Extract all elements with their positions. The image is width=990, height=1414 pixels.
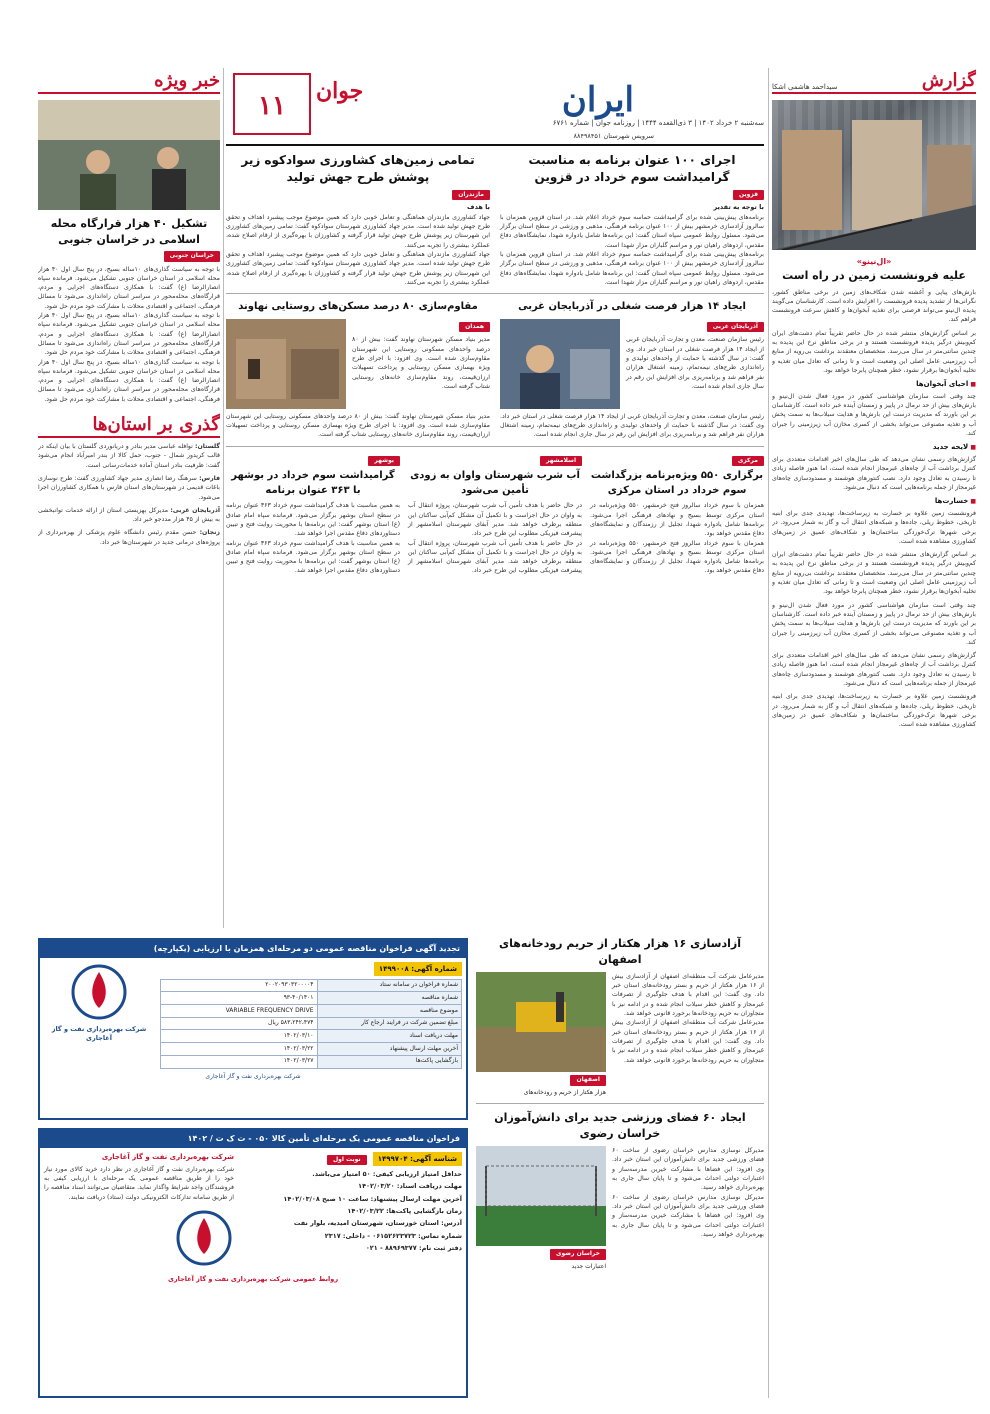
story-mazandaran-body-cont: جهاد کشاورزی مازندران هماهنگی و تعامل خوبی دارد که همین موضوع موجب پیشبرد اهداف و تحقق طرح جهش تولید شده است. مدیر جهاد کشاورزی شهرستان سوادکوه گفت: تمامی زمین‌های کشاورزی این شهرستان زیر پوشش طرح جهش تولید قرار گرفته و کشاورزان با بهره‌گیری از ارقام اصلاح شده، عملکرد بیشتری را تجربه می‌کنند. [226, 251, 490, 286]
story-mazandaran-headline: تمامی زمین‌های کشاورزی سوادکوه زیر پوشش طرح جهش تولید [241, 153, 475, 185]
left-column [38, 68, 220, 928]
story-west-azarbaijan-headline: ایجاد ۱۴ هزار فرصت شغلی در آذربایجان غربی [518, 301, 746, 313]
story-bushehr-tag: بوشهر [368, 456, 400, 467]
special-news-header [38, 68, 220, 94]
iran-logo: ایران [561, 80, 634, 120]
province-brief-title: آذربایجان غربی: [170, 506, 220, 514]
tender-table-row [161, 979, 462, 992]
tender-table-value: ۲۰۰۲۰۹۳۰۳۲۰۰۰۰۴ [161, 979, 318, 992]
tender-table-value: ۹۳-۴۰/۱۴۰۱ [161, 992, 318, 1005]
javan-logo-icon [232, 70, 312, 140]
report-body-1: بر اساس گزارش‌های منتشر شده در حال حاضر تقریباً تمام دشت‌های ایران کم‌وبیش درگیر پدیده فرونشست هستند و در برخی مناطق نرخ این پدیده به چندین سانتی‌متر در سال می‌رسد. متخصصان معتقدند برداشت بی‌رویه از منابع آب زیرزمینی عامل اصلی این وضعیت است و تا زمانی که تعادل میان تغذیه و تخلیه آبخوان‌ها برقرار نشود، خطر همچنان پابرجا خواهد بود. [772, 329, 976, 374]
story-eslamshahr-body-cont: در حال حاضر با هدف تأمین آب شرب شهرستان، پروژه انتقال آب به واوان در حال اجراست و با تکمیل آن مشکل کم‌آبی ساکنان این منطقه برطرف خواهد شد. مدیر آبفای شهرستان اسلامشهر از پیشرفت فیزیکی مطلوب این طرح خبر داد. [408, 539, 582, 575]
report-body-2: چند وقتی است سازمان هواشناسی کشور در مورد فعال شدن ال‌نینو و بارش‌های بیش از حد نرمال در پاییز و زمستان آینده خبر داده است. کارشناسان بر این باورند که مدیریت درست این بارش‌ها و هدایت سیلاب‌ها به سمت پخش آب و تغذیه مصنوعی می‌تواند بخشی از کسری مخازن آب زیرزمینی را جبران کند. [772, 392, 976, 438]
story-khorasan-razavi [476, 1110, 764, 1271]
story-qazvin-tag: قزوین [733, 190, 764, 201]
province-brief-title: زنجان: [199, 529, 220, 537]
tender-ad-1-org: شرکت بهره‌برداری نفت و گاز آغاجاری [51, 1025, 147, 1043]
special-news-photo [38, 100, 220, 210]
province-brief [38, 442, 220, 470]
story-markazi-body-cont: همزمان با سوم خرداد سالروز فتح خرمشهر، ۵۵۰ ویژه‌برنامه در استان مرکزی توسط بسیج و نهادهای فرهنگی اجرا می‌شود. برنامه‌ها شامل یادواره شهدا، تجلیل از رزمندگان و نمایشگاه‌های دفاع مقدس خواهد بود. [590, 539, 764, 575]
report-subhead-2: ■ لایحه جدید [772, 442, 976, 453]
story-eslamshahr-tag: اسلامشهر [540, 456, 582, 467]
story-khorasan-razavi-body: مدیرکل نوسازی مدارس خراسان رضوی از ساخت ۶۰ فضای ورزشی جدید برای دانش‌آموزان این استان خبر داد. وی افزود: این فضاها با مشارکت خیرین مدرسه‌ساز و اعتبارات دولتی احداث می‌شود و تا پایان سال جاری به بهره‌برداری خواهد رسید. [612, 1147, 764, 1192]
story-mazandaran-tag: مازندران [452, 190, 490, 201]
tender-table-key: موضوع مناقصه [317, 1005, 461, 1018]
tender-ad-2-line: دفتر ثبت نام: ۸۸۹۶۹۳۷۷ - ۰۲۱ [365, 1244, 462, 1253]
story-nahavand-body: مدیر بنیاد مسکن شهرستان نهاوند گفت: بیش از ۸۰ درصد واحدهای مسکونی روستایی این شهرستان مقاوم‌سازی شده است. وی افزود: با اجرای طرح ویژه بهسازی مسکن روستایی و پرداخت تسهیلات ارزان‌قیمت، روند مقاوم‌سازی خانه‌های روستایی شتاب گرفته است. [352, 336, 490, 390]
tender-table-key: شماره فراخوان در سامانه ستاد [317, 979, 461, 992]
tender-table-row [161, 1005, 462, 1018]
report-body-4: فرونشست زمین علاوه بر خسارت به زیرساخت‌ها، تهدیدی جدی برای ابنیه تاریخی، خطوط ریلی، جاده‌ها و شبکه‌های انتقال آب و گاز به شمار می‌رود. در برخی شهرها ترک‌خوردگی ساختمان‌ها و شکاف‌های عمیق در زمین‌های کشاورزی مشاهده شده است. [772, 509, 976, 545]
report-body-2-cont: چند وقتی است سازمان هواشناسی کشور در مورد فعال شدن ال‌نینو و بارش‌های بیش از حد نرمال در پاییز و زمستان آینده خبر داده است. کارشناسان بر این باورند که مدیریت درست این بارش‌ها و هدایت سیلاب‌ها به سمت پخش آب و تغذیه مصنوعی می‌تواند بخشی از کسری مخازن آب زیرزمینی را جبران کند. [772, 601, 976, 646]
report-lead: بارش‌های پیاپی و آغشته شدن شکاف‌های زمین در برخی مناطق کشور، نگرانی‌ها از تشدید پدیده فرونشست را افزایش داده است. کارشناسان می‌گویند پدیده ال‌نینو می‌تواند فرصتی برای تغذیه آبخوان‌ها و کاهش سرعت فرونشست فراهم کند. [772, 288, 976, 324]
story-bushehr-headline: گرامیداشت سوم خرداد در بوشهر با ۳۶۳ عنوان برنامه [231, 470, 395, 496]
special-news-body-cont-2: با توجه به سیاست گذاری‌های ۱۰ساله بسیج، در پنج سال اول ۴۰ هزار محله اسلامی در استان خراسان جنوبی تشکیل می‌شود. فرمانده سپاه انصارالرضا (ع) گفت: با همکاری دستگاه‌های اجرایی و مردم، قرارگاه‌های محله‌محور در سراسر استان راه‌اندازی می‌شود تا مسائل فرهنگی، اجتماعی و اقتصادی محلات با مشارکت خود مردم حل شود. [38, 358, 220, 403]
story-markazi-body: همزمان با سوم خرداد سالروز فتح خرمشهر، ۵۵۰ ویژه‌برنامه در استان مرکزی توسط بسیج و نهادهای فرهنگی اجرا می‌شود. برنامه‌ها شامل یادواره شهدا، تجلیل از رزمندگان و نمایشگاه‌های دفاع مقدس خواهد بود. [590, 502, 764, 538]
story-isfahan-caption: هزار هکتار از حریم و رودخانه‌های [523, 1088, 606, 1096]
story-bushehr [226, 453, 400, 576]
tender-ad-2-round: نوبت اول [327, 1155, 367, 1166]
story-nahavand-headline: مقاوم‌سازی ۸۰ درصد مسکن‌های روستایی نهاوند [238, 301, 478, 313]
tender-table-row [161, 1055, 462, 1068]
svg-text:۱۱: ۱۱ [258, 91, 286, 121]
story-nahavand-body-cont: مدیر بنیاد مسکن شهرستان نهاوند گفت: بیش از ۸۰ درصد واحدهای مسکونی روستایی این شهرستان مقاوم‌سازی شده است. وی افزود: با اجرای طرح ویژه بهسازی مسکن روستایی و پرداخت تسهیلات ارزان‌قیمت، روند مقاوم‌سازی خانه‌های روستایی شتاب گرفته است. [226, 412, 490, 439]
story-qazvin-headline: اجرای ۱۰۰ عنوان برنامه به مناسبت گرامیداشت سوم خرداد در قزوین [528, 153, 736, 185]
story-eslamshahr-body: در حال حاضر با هدف تأمین آب شرب شهرستان، پروژه انتقال آب به واوان در حال اجراست و با تکمیل آن مشکل کم‌آبی ساکنان این منطقه برطرف خواهد شد. مدیر آبفای شهرستان اسلامشهر از پیشرفت فیزیکی مطلوب این طرح خبر داد. [408, 502, 582, 538]
report-subhead-3: ■ خسارت‌ها [772, 496, 976, 507]
story-markazi [590, 453, 764, 576]
tender-table-key: آخرین مهلت ارسال پیشنهاد [317, 1043, 461, 1056]
oil-company-logo-icon [69, 962, 129, 1022]
report-body-3: گزارش‌های رسمی نشان می‌دهد که طی سال‌های اخیر اقدامات متعددی برای کنترل برداشت آب از چاه‌های غیرمجاز انجام شده است، اما هنوز فاصله زیادی تا رسیدن به تعادل وجود دارد. نصب کنتورهای هوشمند و مسدودسازی چاه‌های غیرمجاز از جمله برنامه‌هایی است که دنبال می‌شود. [772, 456, 976, 491]
provinces-briefs [38, 442, 220, 547]
story-markazi-headline: برگزاری ۵۵۰ ویژه‌برنامه بزرگداشت سوم خرداد در استان مرکزی [590, 470, 764, 496]
tender-table-row [161, 1043, 462, 1056]
tender-table-row [161, 992, 462, 1005]
story-isfahan-headline: آزادسازی ۱۶ هزار هکتار از حریم رودخانه‌های اصفهان [499, 937, 741, 966]
provinces-header [38, 412, 220, 438]
tender-table-row [161, 1017, 462, 1030]
story-mazandaran-byline: با هدف [467, 203, 490, 212]
special-news-title: خبر ویژه [154, 70, 220, 91]
tender-ad-1-table [160, 979, 462, 1069]
tender-ad-1-title: تجدید آگهی فراخوان مناقصه عمومی دو مرحله‌ای همزمان با ارزیابی (یکپارچه) [40, 940, 466, 958]
province-brief-text: مدیرکل بهزیستی استان از ارائه خدمات توانبخشی به بیش از ۴۵ هزار مددجو خبر داد. [38, 506, 220, 524]
report-section-title: گزارش [921, 70, 976, 91]
tender-table-key: بازگشایی پاکت‌ها [317, 1055, 461, 1068]
province-brief [38, 528, 220, 547]
tender-table-value: VARIABLE FREQUENCY DRIVE [161, 1005, 318, 1018]
province-brief-text: سرهنگ رضا انصاری مدیر جهاد کشاورزی گفت: طرح نوسازی باغات قدیمی در شهرستان‌های استان فارس با همکاری کشاورزان اجرا می‌شود. [38, 474, 220, 501]
province-brief-text: حسن مقدم رئیس دانشگاه علوم پزشکی از بهره‌برداری از پروژه‌های درمانی جدید در شهرستان‌ها خبر داد. [38, 529, 220, 546]
story-nahavand-tag: همدان [459, 322, 490, 333]
story-west-azarbaijan-tag: آذربایجان غربی [707, 322, 764, 333]
story-eslamshahr-headline: آب شرب شهرستان واوان به زودی تأمین می‌شود [410, 470, 580, 496]
tender-table-row [161, 1030, 462, 1043]
report-body-4-cont: فرونشست زمین علاوه بر خسارت به زیرساخت‌ها، تهدیدی جدی برای ابنیه تاریخی، خطوط ریلی، جاده‌ها و شبکه‌های انتقال آب و گاز به شمار می‌رود. در برخی شهرها ترک‌خوردگی ساختمان‌ها و شکاف‌های عمیق در زمین‌های کشاورزی مشاهده شده است. [772, 693, 976, 729]
story-qazvin-body-cont: برنامه‌های پیش‌بینی شده برای گرامیداشت حماسه سوم خرداد اعلام شد. در استان قزوین همزمان با سالروز آزادسازی خرمشهر بیش از ۱۰۰ عنوان برنامه فرهنگی، مذهبی و ورزشی در سطح استان برگزار می‌شود. مسئول روابط عمومی سپاه استان گفت: این برنامه‌ها شامل یادواره شهدا، نمایشگاه‌های دفاع مقدس، اردوهای راهیان نور و مراسم گلباران مزار شهدا است. [500, 251, 764, 286]
tender-ad-1 [38, 938, 468, 1120]
tender-table-value: ۱۴۰۲/۰۳/۱۰ [161, 1030, 318, 1043]
story-khorasan-razavi-tag: خراسان رضوی [550, 1249, 606, 1260]
special-news-body: با توجه به سیاست گذاری‌های ۱۰ساله بسیج، در پنج سال اول ۴۰ هزار محله اسلامی در استان خراسان جنوبی تشکیل می‌شود. فرمانده سپاه انصارالرضا (ع) گفت: با همکاری دستگاه‌های اجرایی و مردم، قرارگاه‌های محله‌محور در سراسر استان راه‌اندازی می‌شود تا مسائل فرهنگی، اجتماعی و اقتصادی محلات با مشارکت خود مردم حل شود. [38, 265, 220, 310]
story-isfahan-body: مدیرعامل شرکت آب منطقه‌ای اصفهان از آزادسازی بیش از ۱۶ هزار هکتار از حریم و بستر رودخانه‌های استان خبر داد. وی گفت: این اقدام با هدف جلوگیری از تصرفات غیرمجاز و کاهش خطر سیلاب انجام شده و در ادامه نیز با متجاوزان به حریم رودخانه‌ها برخورد قانونی خواهد شد. [612, 972, 764, 1018]
right-column [772, 68, 976, 1398]
story-nahavand [226, 300, 490, 439]
tender-table-key: شماره مناقصه [317, 992, 461, 1005]
report-body-3-cont: گزارش‌های رسمی نشان می‌دهد که طی سال‌های اخیر اقدامات متعددی برای کنترل برداشت آب از چاه‌های غیرمجاز انجام شده است، اما هنوز فاصله زیادی تا رسیدن به تعادل وجود دارد. نصب کنتورهای هوشمند و مسدودسازی چاه‌های غیرمجاز از جمله برنامه‌هایی است که دنبال می‌شود. [772, 652, 976, 687]
report-section-header [772, 68, 976, 94]
story-eslamshahr [408, 453, 582, 576]
provinces-title: گذری بر استان‌ها [92, 414, 220, 436]
special-news-body-cont: با توجه به سیاست گذاری‌های ۱۰ساله بسیج، در پنج سال اول ۴۰ هزار محله اسلامی در استان خراسان جنوبی تشکیل می‌شود. فرمانده سپاه انصارالرضا (ع) گفت: با همکاری دستگاه‌های اجرایی و مردم، قرارگاه‌های محله‌محور در سراسر استان راه‌اندازی می‌شود تا مسائل فرهنگی، اجتماعی و اقتصادی محلات با مشارکت خود مردم حل شود. [38, 312, 220, 357]
tender-ad-2-line: زمان بازگشایی پاکت‌ها: ۱۴۰۲/۰۳/۲۲ [347, 1207, 462, 1215]
story-west-azarbaijan-body: رئیس سازمان صنعت، معدن و تجارت آذربایجان غربی از ایجاد ۱۴ هزار فرصت شغلی در استان خبر داد. وی گفت: در سال گذشته با حمایت از واحدهای تولیدی و راه‌اندازی طرح‌های نیمه‌تمام، زمینه اشتغال هزاران نفر فراهم شد و برنامه‌ریزی برای افزایش این رقم در سال جاری انجام شده است. [626, 336, 764, 390]
story-isfahan-tag: اصفهان [570, 1075, 606, 1086]
tender-ad-1-number: شماره آگهی: ۱۴۹۹۰۰۸ [374, 962, 462, 976]
report-kicker: «ال‌نینو» [856, 257, 892, 266]
province-brief [38, 474, 220, 502]
province-brief [38, 506, 220, 525]
story-mazandaran [226, 152, 490, 287]
special-news-headline: تشکیل ۴۰ هزار قرارگاه محله اسلامی در خراسان جنوبی [50, 217, 208, 246]
story-markazi-tag: مرکزی [732, 456, 764, 467]
tender-ad-2-footer: روابط عمومی شرکت بهره‌برداری نفت و گاز آغاجاری [167, 1275, 339, 1284]
story-isfahan [476, 936, 764, 1097]
tender-ad-2-line: مهلت دریافت اسناد: ۱۴۰۲/۰۳/۲۰ [358, 1182, 462, 1191]
story-bushehr-body-cont: به همین مناسبت با هدف گرامیداشت سوم خرداد ۳۶۳ عنوان برنامه در سطح استان بوشهر برگزار می‌شود. فرمانده سپاه امام صادق (ع) استان بوشهر گفت: این برنامه‌ها با محوریت روایت فتح و تبیین دستاوردهای دفاع مقدس اجرا خواهد شد. [226, 539, 401, 575]
bottom-stories [476, 936, 764, 1398]
story-isfahan-body-cont: مدیرعامل شرکت آب منطقه‌ای اصفهان از آزادسازی بیش از ۱۶ هزار هکتار از حریم و بستر رودخانه‌های استان خبر داد. وی گفت: این اقدام با هدف جلوگیری از تصرفات غیرمجاز و کاهش خطر سیلاب انجام شده و در ادامه نیز با متجاوزان به حریم رودخانه‌ها برخورد قانونی خواهد شد. [612, 1019, 764, 1064]
story-khorasan-razavi-headline: ایجاد ۶۰ فضای ورزشی جدید برای دانش‌آموزان خراسان رضوی [494, 1111, 746, 1141]
tender-ad-2-line: حداقل امتیاز ارزیابی کیفی: ۵۰ امتیاز می‌باشد. [312, 1169, 462, 1178]
special-news-tag: خراسان جنوبی [164, 251, 220, 262]
tender-table-value: ۵۸۳،۲۴۲،۴۷۴ ریال [161, 1017, 318, 1030]
tender-table-value: ۱۴۰۲/۰۳/۲۷ [161, 1055, 318, 1068]
oil-company-logo-icon-2 [174, 1208, 234, 1268]
main-column [226, 68, 764, 928]
javan-name: جوان [316, 78, 364, 104]
story-isfahan-photo [476, 972, 606, 1072]
tender-ad-2 [38, 1128, 468, 1398]
tender-ad-2-org: شرکت بهره‌برداری نفت و گاز آغاجاری [101, 1152, 234, 1161]
report-photo [772, 100, 976, 250]
report-author: سیداحمد هاشمی اشکا [772, 83, 838, 91]
story-bushehr-body: به همین مناسبت با هدف گرامیداشت سوم خرداد ۳۶۳ عنوان برنامه در سطح استان بوشهر برگزار می‌شود. فرمانده سپاه امام صادق (ع) استان بوشهر گفت: این برنامه‌ها با محوریت روایت فتح و تبیین دستاوردهای دفاع مقدس اجرا خواهد شد. [226, 502, 401, 538]
story-khorasan-razavi-body-cont: مدیرکل نوسازی مدارس خراسان رضوی از ساخت ۶۰ فضای ورزشی جدید برای دانش‌آموزان این استان خبر داد. وی افزود: این فضاها با مشارکت خیرین مدرسه‌ساز و اعتبارات دولتی احداث می‌شود و تا پایان سال جاری به بهره‌برداری خواهد رسید. [612, 1193, 764, 1238]
story-qazvin-byline: با توجه به تقدیر [713, 203, 764, 212]
tender-ad-2-body: شرکت بهره‌برداری نفت و گاز آغاجاری در نظر دارد خرید کالای مورد نیاز خود را از طریق مناقصه عمومی یک مرحله‌ای با ارزیابی کیفی به فروشندگان واجد شرایط واگذار نماید. متقاضیان می‌توانند اسناد مناقصه را از طریق سامانه تدارکات الکترونیکی دولت (ستاد) دریافت نمایند. [44, 1165, 234, 1201]
story-qazvin [500, 152, 764, 287]
masthead [226, 68, 764, 146]
story-west-azarbaijan [500, 300, 764, 439]
report-body-1-cont: بر اساس گزارش‌های منتشر شده در حال حاضر تقریباً تمام دشت‌های ایران کم‌وبیش درگیر پدیده فرونشست هستند و در برخی مناطق نرخ این پدیده به چندین سانتی‌متر در سال می‌رسد. متخصصان معتقدند برداشت بی‌رویه از منابع آب زیرزمینی عامل اصلی این وضعیت است و تا زمانی که تعادل میان تغذیه و تخلیه آبخوان‌ها برقرار نشود، خطر همچنان پابرجا خواهد بود. [772, 551, 976, 596]
story-mazandaran-body: جهاد کشاورزی مازندران هماهنگی و تعامل خوبی دارد که همین موضوع موجب پیشبرد اهداف و تحقق طرح جهش تولید شده است. مدیر جهاد کشاورزی شهرستان سوادکوه گفت: تمامی زمین‌های کشاورزی این شهرستان زیر پوشش طرح جهش تولید قرار گرفته و کشاورزان با بهره‌گیری از ارقام اصلاح شده، عملکرد بیشتری را تجربه می‌کنند. [226, 213, 490, 249]
story-west-azarbaijan-body-cont: رئیس سازمان صنعت، معدن و تجارت آذربایجان غربی از ایجاد ۱۴ هزار فرصت شغلی در استان خبر داد. وی گفت: در سال گذشته با حمایت از واحدهای تولیدی و راه‌اندازی طرح‌های نیمه‌تمام، زمینه اشتغال هزاران نفر فراهم شد و برنامه‌ریزی برای افزایش این رقم در سال جاری انجام شده است. [500, 412, 764, 439]
tender-ad-2-line: آدرس: استان خوزستان، شهرستان امیدیه، بلوار نفت [293, 1219, 462, 1228]
tender-table-value: ۱۴۰۲/۰۳/۲۲ [161, 1043, 318, 1056]
story-khorasan-razavi-photo [476, 1146, 606, 1246]
province-brief-title: گلستان: [194, 443, 220, 451]
tender-ad-2-line: شماره تماس: ۰۶۱۵۲۶۲۳۷۲۳ - داخلی: ۲۳۱۷ [324, 1231, 462, 1240]
address-line: سرویس شهرستان ۸۸۴۹۸۴۵۱ [573, 132, 654, 140]
story-nahavand-photo [226, 319, 346, 409]
story-west-azarbaijan-photo [500, 319, 620, 409]
story-qazvin-body: برنامه‌های پیش‌بینی شده برای گرامیداشت حماسه سوم خرداد اعلام شد. در استان قزوین همزمان با سالروز آزادسازی خرمشهر بیش از ۱۰۰ عنوان برنامه فرهنگی، مذهبی و ورزشی در سطح استان برگزار می‌شود. مسئول روابط عمومی سپاه استان گفت: این برنامه‌ها شامل یادواره شهدا، نمایشگاه‌های دفاع مقدس، اردوهای راهیان نور و مراسم گلباران مزار شهدا است. [500, 213, 764, 249]
tender-ad-2-line: آخرین مهلت ارسال پیشنهاد: ساعت ۱۰ صبح ۱۴۰۲/۰۳/۰۸ [283, 1194, 462, 1203]
report-subhead-1: ■ احیای آبخوان‌ها [772, 379, 976, 390]
tender-table-key: مبلغ تضمین شرکت در فرایند ارجاع کار [317, 1017, 461, 1030]
story-khorasan-razavi-caption: اعتبارات جدید [571, 1262, 606, 1270]
report-headline: علیه فرونشست زمین در راه است [782, 268, 966, 282]
date-line: سه‌شنبه ۲ خرداد ۱۴۰۲ | ۳ ذی‌القعده ۱۴۴۴ | روزنامه جوان | شماره ۶۷۶۱ [552, 119, 764, 127]
province-brief-text: نوافله عباسی مدیر بنادر و دریانوردی گلستان با بیان اینکه در قالب کریدور شمال - جنوب، حمل کالا از بندر امیرآباد انجام می‌شود گفت: ظرفیت بنادر استان آماده خدمات‌رسانی است. [38, 443, 220, 469]
tender-ad-2-title: فراخوان مناقصه عمومی یک مرحله‌ای تأمین کالا ۰۵۰ - ت ک ت / ۱۴۰۲ [40, 1130, 466, 1148]
tender-table-key: مهلت دریافت اسناد [317, 1030, 461, 1043]
tender-ad-1-footer: شرکت بهره‌برداری نفت و گاز آغاجاری [205, 1072, 301, 1080]
province-brief-title: فارس: [199, 474, 220, 482]
tender-ad-2-number: شناسه آگهی: ۱۴۹۹۷۰۴ [373, 1152, 462, 1166]
